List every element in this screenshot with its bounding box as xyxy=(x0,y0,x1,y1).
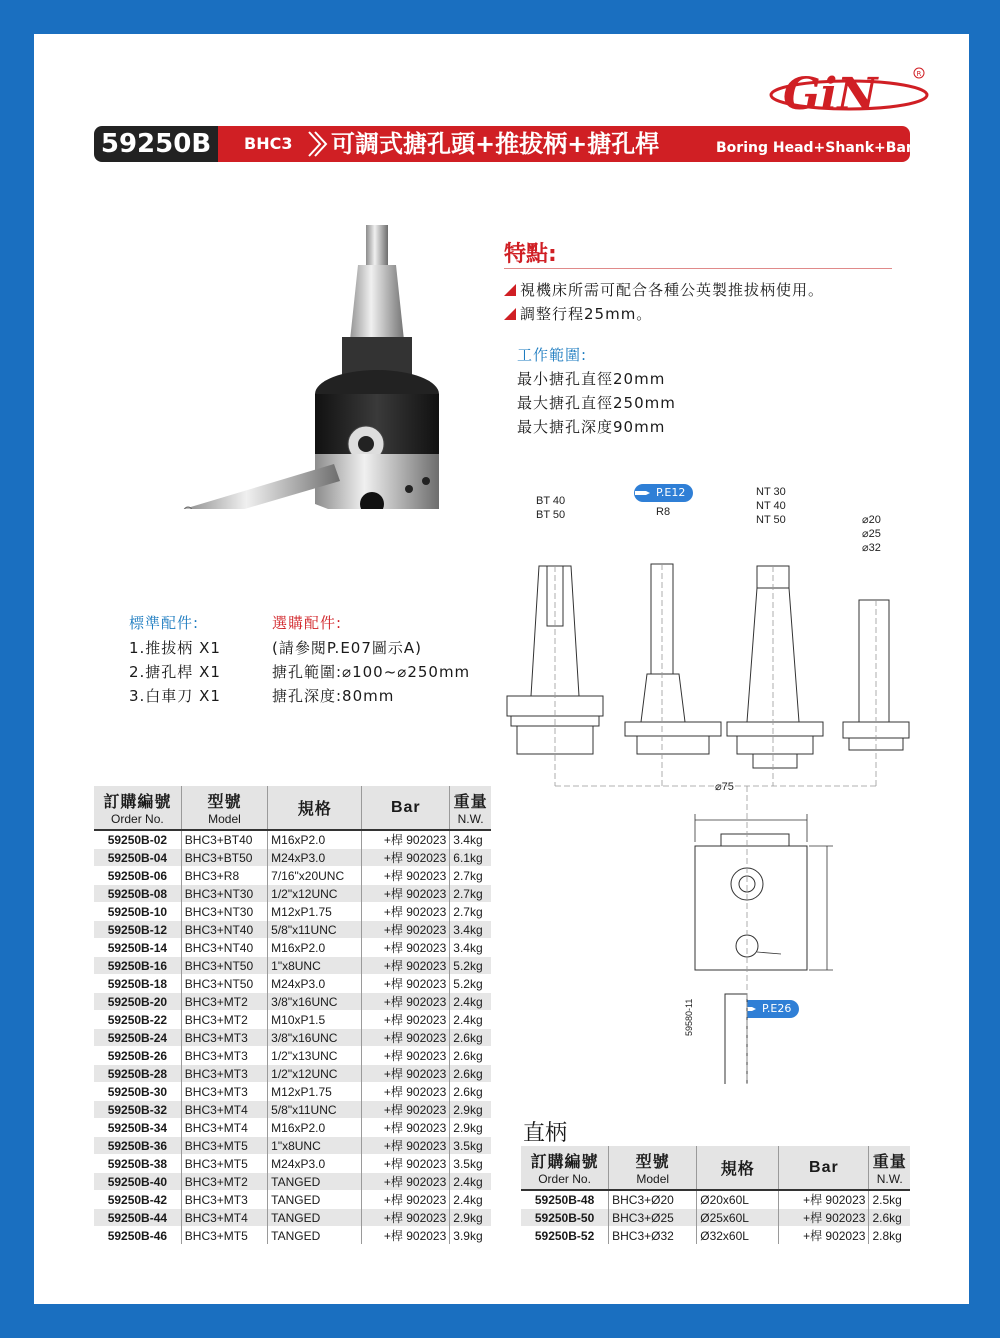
catalog-page xyxy=(34,34,969,1304)
bar-cell: +桿 902023 xyxy=(779,1227,869,1245)
weight-cell: 2.7kg xyxy=(450,885,491,903)
order-no-cell: 59250B-40 xyxy=(94,1173,181,1191)
weight-cell: 2.6kg xyxy=(450,1065,491,1083)
table-row xyxy=(94,921,491,939)
shank-label-bt40: BT 40 xyxy=(536,495,566,507)
col-bar: Bar xyxy=(362,786,450,830)
order-no-cell: 59250B-04 xyxy=(94,849,181,867)
bar-cell: +桿 902023 xyxy=(362,1173,450,1191)
col-bar: Bar xyxy=(779,1146,869,1190)
standard-accessory-item: 2.搪孔桿 X1 xyxy=(129,663,221,681)
bar-cell: +桿 902023 xyxy=(362,921,450,939)
working-range-item: 最小搪孔直徑20mm xyxy=(517,370,666,388)
weight-cell: 3.5kg xyxy=(450,1155,491,1173)
triangle-bullet-icon xyxy=(504,308,516,320)
order-no-cell: 59250B-20 xyxy=(94,993,181,1011)
model-cell: BHC3+MT4 xyxy=(181,1209,267,1227)
model-cell: BHC3+NT40 xyxy=(181,939,267,957)
working-range-item: 最大搪孔深度90mm xyxy=(517,418,666,436)
spec-cell: M16xP2.0 xyxy=(268,939,362,957)
order-no-cell: 59250B-14 xyxy=(94,939,181,957)
product-code: 59250B xyxy=(94,126,218,162)
bar-cell: +桿 902023 xyxy=(362,903,450,921)
weight-cell: 2.4kg xyxy=(450,993,491,1011)
table-row xyxy=(94,1011,491,1029)
model-cell: BHC3+MT3 xyxy=(181,1029,267,1047)
model-cell: BHC3+NT50 xyxy=(181,975,267,993)
weight-cell: 2.6kg xyxy=(869,1209,910,1227)
spec-cell: M16xP2.0 xyxy=(268,830,362,849)
spec-cell: 3/8"x16UNC xyxy=(268,993,362,1011)
features-title: 特點: xyxy=(504,242,557,267)
model-cell: BHC3+NT40 xyxy=(181,921,267,939)
model-cell: BHC3+MT5 xyxy=(181,1137,267,1155)
bar-cell: +桿 902023 xyxy=(779,1209,869,1227)
order-table xyxy=(94,786,491,1244)
table-row xyxy=(94,957,491,975)
table-row xyxy=(94,849,491,867)
spec-cell: M12xP1.75 xyxy=(268,1083,362,1101)
bar-cell: +桿 902023 xyxy=(362,867,450,885)
bar-cell: +桿 902023 xyxy=(362,1137,450,1155)
working-range-item: 最大搪孔直徑250mm xyxy=(517,394,676,412)
model-cell: BHC3+MT3 xyxy=(181,1065,267,1083)
bar-cell: +桿 902023 xyxy=(779,1190,869,1209)
boring-bar-code: 59580-11 xyxy=(684,998,694,1036)
spec-cell: 1/2"x13UNC xyxy=(268,1047,362,1065)
title-banner xyxy=(94,126,913,162)
table-row xyxy=(94,1047,491,1065)
table-row xyxy=(521,1209,910,1227)
standard-accessory-item: 3.白車刀 X1 xyxy=(129,687,221,705)
weight-cell: 3.4kg xyxy=(450,830,491,849)
model-cell: BHC3+MT2 xyxy=(181,1011,267,1029)
table-row xyxy=(94,1173,491,1191)
bar-cell: +桿 902023 xyxy=(362,849,450,867)
order-no-cell: 59250B-26 xyxy=(94,1047,181,1065)
shank-label-bt50: BT 50 xyxy=(536,509,566,521)
bar-cell: +桿 902023 xyxy=(362,1011,450,1029)
model-cell: BHC3+MT4 xyxy=(181,1101,267,1119)
spec-cell: M24xP3.0 xyxy=(268,975,362,993)
straight-shank-table-body xyxy=(521,1190,910,1244)
order-no-cell: 59250B-22 xyxy=(94,1011,181,1029)
table-row xyxy=(94,975,491,993)
model-cell: BHC3+NT30 xyxy=(181,903,267,921)
col-order: 訂購編號 Order No. xyxy=(94,786,181,830)
order-no-cell: 59250B-02 xyxy=(94,830,181,849)
weight-cell: 2.9kg xyxy=(450,1119,491,1137)
col-order: 訂購編號 Order No. xyxy=(521,1146,609,1190)
bar-cell: +桿 902023 xyxy=(362,830,450,849)
spec-cell: M24xP3.0 xyxy=(268,849,362,867)
spec-cell: 3/8"x16UNC xyxy=(268,1029,362,1047)
spec-cell: M12xP1.75 xyxy=(268,903,362,921)
model-cell: BHC3+MT3 xyxy=(181,1047,267,1065)
order-no-cell: 59250B-08 xyxy=(94,885,181,903)
optional-accessory-item: 搪孔範圍:⌀100~⌀250mm xyxy=(272,663,471,681)
weight-cell: 2.7kg xyxy=(450,867,491,885)
bar-cell: +桿 902023 xyxy=(362,1227,450,1245)
weight-cell: 2.4kg xyxy=(450,1173,491,1191)
spec-cell: 7/16"x20UNC xyxy=(268,867,362,885)
bar-cell: +桿 902023 xyxy=(362,957,450,975)
bar-cell: +桿 902023 xyxy=(362,1065,450,1083)
weight-cell: 2.6kg xyxy=(450,1047,491,1065)
table-row xyxy=(521,1190,910,1209)
order-no-cell: 59250B-28 xyxy=(94,1065,181,1083)
weight-cell: 2.4kg xyxy=(450,1191,491,1209)
spec-cell: M10xP1.5 xyxy=(268,1011,362,1029)
table-row xyxy=(94,1209,491,1227)
spec-cell: TANGED xyxy=(268,1209,362,1227)
table-row xyxy=(94,885,491,903)
order-no-cell: 59250B-30 xyxy=(94,1083,181,1101)
optional-accessory-item: 搪孔深度:80mm xyxy=(272,687,395,705)
table-row xyxy=(94,1101,491,1119)
table-row xyxy=(94,1119,491,1137)
technical-drawing xyxy=(499,524,919,1084)
col-weight: 重量 N.W. xyxy=(869,1146,910,1190)
col-spec: 規格 xyxy=(268,786,362,830)
order-no-cell: 59250B-36 xyxy=(94,1137,181,1155)
model-cell: BHC3+MT4 xyxy=(181,1119,267,1137)
model-cell: BHC3+BT40 xyxy=(181,830,267,849)
chevron-icon xyxy=(306,130,328,158)
table-row xyxy=(94,1155,491,1173)
spec-cell: 5/8"x11UNC xyxy=(268,921,362,939)
page-ref-link[interactable]: P.E26 xyxy=(740,1000,799,1018)
order-table-body xyxy=(94,830,491,1244)
svg-text:R: R xyxy=(916,70,922,78)
order-no-cell: 59250B-52 xyxy=(521,1227,609,1245)
weight-cell: 3.4kg xyxy=(450,939,491,957)
model-cell: BHC3+MT3 xyxy=(181,1191,267,1209)
bar-cell: +桿 902023 xyxy=(362,1209,450,1227)
spec-cell: 5/8"x11UNC xyxy=(268,1101,362,1119)
spec-cell: Ø25x60L xyxy=(697,1209,779,1227)
spec-cell: 1/2"x12UNC xyxy=(268,885,362,903)
bar-cell: +桿 902023 xyxy=(362,1119,450,1137)
boring-head-photo xyxy=(144,219,444,509)
col-weight: 重量 N.W. xyxy=(450,786,491,830)
table-row xyxy=(521,1227,910,1245)
weight-cell: 3.5kg xyxy=(450,1137,491,1155)
bar-cell: +桿 902023 xyxy=(362,993,450,1011)
order-no-cell: 59250B-44 xyxy=(94,1209,181,1227)
standard-accessories-title: 標準配件: xyxy=(129,614,200,632)
optional-accessories-title: 選購配件: xyxy=(272,614,343,632)
spec-cell: TANGED xyxy=(268,1173,362,1191)
table-row xyxy=(94,1137,491,1155)
model-cell: BHC3+Ø32 xyxy=(609,1227,697,1245)
model-cell: BHC3+BT50 xyxy=(181,849,267,867)
weight-cell: 2.5kg xyxy=(869,1190,910,1209)
bar-cell: +桿 902023 xyxy=(362,939,450,957)
order-no-cell: 59250B-50 xyxy=(521,1209,609,1227)
model-cell: BHC3+MT2 xyxy=(181,1173,267,1191)
bar-cell: +桿 902023 xyxy=(362,1101,450,1119)
shank-label-r8: R8 xyxy=(656,506,671,518)
model-cell: BHC3+MT5 xyxy=(181,1227,267,1245)
weight-cell: 3.9kg xyxy=(450,1227,491,1245)
model-cell: BHC3+MT2 xyxy=(181,993,267,1011)
table-row xyxy=(94,1191,491,1209)
order-no-cell: 59250B-24 xyxy=(94,1029,181,1047)
order-no-cell: 59250B-46 xyxy=(94,1227,181,1245)
spec-cell: Ø32x60L xyxy=(697,1227,779,1245)
bar-cell: +桿 902023 xyxy=(362,975,450,993)
bar-cell: +桿 902023 xyxy=(362,1047,450,1065)
model-cell: BHC3+R8 xyxy=(181,867,267,885)
table-row xyxy=(94,993,491,1011)
model-cell: BHC3+Ø20 xyxy=(609,1190,697,1209)
order-no-cell: 59250B-18 xyxy=(94,975,181,993)
straight-shank-title: 直柄 xyxy=(523,1121,568,1146)
title-english: Boring Head+Shank+Bar xyxy=(716,140,913,156)
spec-cell: 1"x8UNC xyxy=(268,957,362,975)
shank-label-nt40: NT 40 xyxy=(756,500,786,512)
spec-cell: TANGED xyxy=(268,1191,362,1209)
features-divider xyxy=(504,268,892,269)
order-no-cell: 59250B-34 xyxy=(94,1119,181,1137)
standard-accessory-item: 1.推拔柄 X1 xyxy=(129,639,221,657)
triangle-bullet-icon xyxy=(504,284,516,296)
feature-item-1: 視機床所需可配合各種公英製推拔柄使用。 xyxy=(504,279,824,300)
shank-label-nt50: NT 50 xyxy=(756,514,786,526)
model-cell: BHC3+Ø25 xyxy=(609,1209,697,1227)
weight-cell: 2.9kg xyxy=(450,1101,491,1119)
model-cell: BHC3+NT30 xyxy=(181,885,267,903)
feature-item-2: 調整行程25mm。 xyxy=(504,303,652,324)
order-no-cell: 59250B-42 xyxy=(94,1191,181,1209)
optional-accessory-item: (請參閱P.E07圖示A) xyxy=(272,639,423,657)
series-label: BHC3 xyxy=(244,134,293,153)
table-row xyxy=(94,830,491,849)
weight-cell: 2.7kg xyxy=(450,903,491,921)
table-row xyxy=(94,1083,491,1101)
bar-cell: +桿 902023 xyxy=(362,1029,450,1047)
spec-cell: 1/2"x12UNC xyxy=(268,1065,362,1083)
weight-cell: 2.6kg xyxy=(450,1029,491,1047)
weight-cell: 3.4kg xyxy=(450,921,491,939)
bar-cell: +桿 902023 xyxy=(362,885,450,903)
gin-brand-logo xyxy=(769,61,929,121)
spec-cell: TANGED xyxy=(268,1227,362,1245)
shank-label-nt30: NT 30 xyxy=(756,486,786,498)
col-model: 型號 Model xyxy=(609,1146,697,1190)
title-chinese: 可調式搪孔頭+推拔柄+搪孔桿 xyxy=(331,130,660,158)
svg-text:GiN: GiN xyxy=(783,69,878,120)
shank-label-d25: ⌀25 xyxy=(862,528,881,540)
spec-cell: 1"x8UNC xyxy=(268,1137,362,1155)
order-no-cell: 59250B-12 xyxy=(94,921,181,939)
table-row xyxy=(94,1065,491,1083)
weight-cell: 2.6kg xyxy=(450,1083,491,1101)
weight-cell: 5.2kg xyxy=(450,957,491,975)
straight-shank-table xyxy=(521,1146,910,1244)
order-no-cell: 59250B-06 xyxy=(94,867,181,885)
weight-cell: 6.1kg xyxy=(450,849,491,867)
bar-cell: +桿 902023 xyxy=(362,1191,450,1209)
bar-cell: +桿 902023 xyxy=(362,1155,450,1173)
col-model: 型號 Model xyxy=(181,786,267,830)
spec-cell: Ø20x60L xyxy=(697,1190,779,1209)
weight-cell: 2.9kg xyxy=(450,1209,491,1227)
spec-cell: M16xP2.0 xyxy=(268,1119,362,1137)
model-cell: BHC3+MT5 xyxy=(181,1155,267,1173)
model-cell: BHC3+NT50 xyxy=(181,957,267,975)
pointing-hand-icon xyxy=(634,486,652,500)
width-dimension: ⌀75 xyxy=(715,781,734,793)
order-no-cell: 59250B-16 xyxy=(94,957,181,975)
shank-label-d32: ⌀32 xyxy=(862,542,881,554)
weight-cell: 2.4kg xyxy=(450,1011,491,1029)
col-spec: 規格 xyxy=(697,1146,779,1190)
table-row xyxy=(94,867,491,885)
weight-cell: 2.8kg xyxy=(869,1227,910,1245)
order-no-cell: 59250B-10 xyxy=(94,903,181,921)
table-row xyxy=(94,1227,491,1245)
spec-cell: M24xP3.0 xyxy=(268,1155,362,1173)
working-range-title: 工作範圍: xyxy=(517,346,588,364)
order-no-cell: 59250B-48 xyxy=(521,1190,609,1209)
page-ref-link[interactable]: P.E12 xyxy=(634,484,693,502)
table-row xyxy=(94,903,491,921)
order-no-cell: 59250B-38 xyxy=(94,1155,181,1173)
model-cell: BHC3+MT3 xyxy=(181,1083,267,1101)
bar-cell: +桿 902023 xyxy=(362,1083,450,1101)
shank-label-d20: ⌀20 xyxy=(862,514,881,526)
table-row xyxy=(94,1029,491,1047)
table-row xyxy=(94,939,491,957)
weight-cell: 5.2kg xyxy=(450,975,491,993)
order-no-cell: 59250B-32 xyxy=(94,1101,181,1119)
